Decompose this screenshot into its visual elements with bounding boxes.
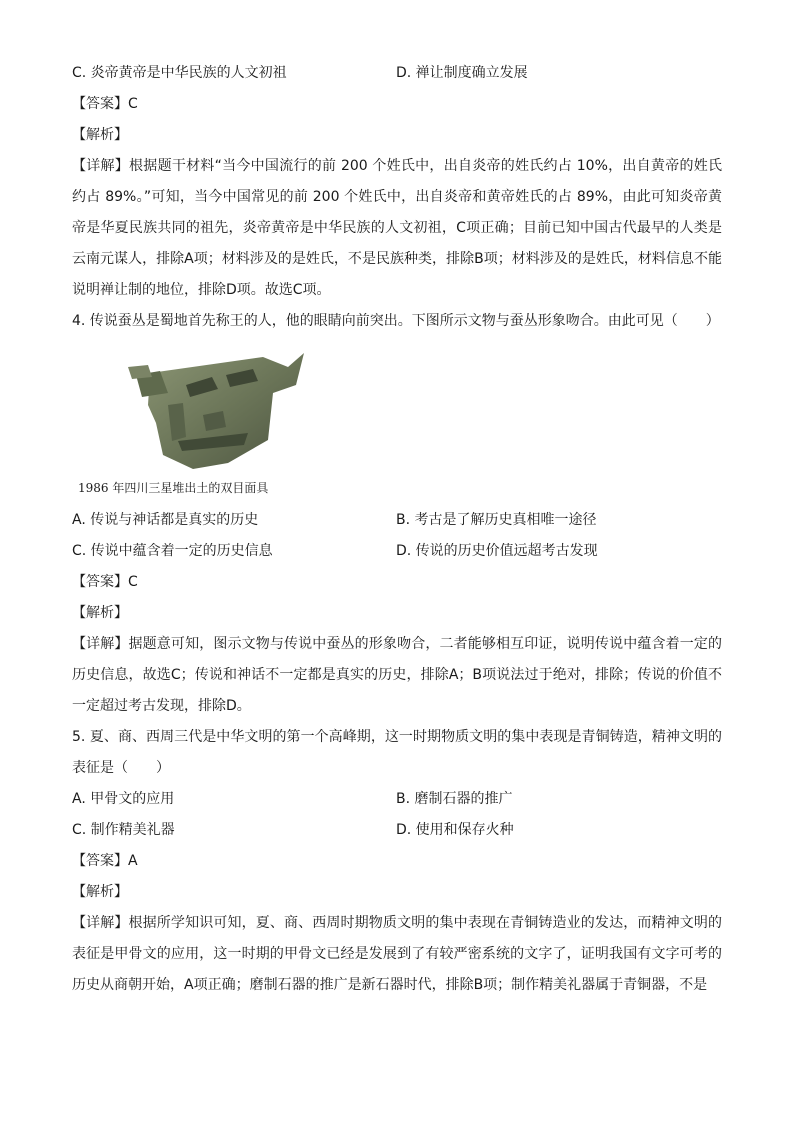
- q3-option-c: C. 炎帝黄帝是中华民族的人文初祖: [72, 65, 287, 81]
- q5-answer: 【答案】A: [72, 853, 138, 869]
- q3-answer: 【答案】C: [72, 96, 138, 112]
- q4-figure: [72, 337, 722, 505]
- q5-stem: 5. 夏、商、西周三代是中华文明的第一个高峰期，这一时期物质文明的集中表现是青铜铸造，精神文明的表征是（ ）: [72, 729, 722, 776]
- q4-options-row-2: [72, 536, 722, 567]
- q3-option-d: D. 禅让制度确立发展: [396, 65, 528, 81]
- bronze-mask-image: [108, 345, 308, 475]
- figure-caption: 1986 年四川三星堆出土的双目面具: [78, 481, 269, 495]
- q5-detail: 【详解】根据所学知识可知，夏、商、西周时期物质文明的集中表现在青铜铸造业的发达，而精神文明的表征是甲骨文的应用，这一时期的甲骨文已经是发展到了有较严密系统的文字了，证明我国有文字可考的历史从商朝开始，A项正确；磨制石器的推广是新石器时代，排除B项；制作精美礼器属于青铜器，不是: [72, 915, 722, 993]
- q5-option-b: B. 磨制石器的推广: [396, 791, 513, 807]
- q5-options-row-2: [72, 815, 722, 846]
- q4-option-c: C. 传说中蕴含着一定的历史信息: [72, 543, 273, 559]
- q4-detail: 【详解】据题意可知，图示文物与传说中蚕丛的形象吻合，二者能够相互印证，说明传说中蕴含着一定的历史信息，故选C；传说和神话不一定都是真实的历史，排除A；B项说法过于绝对，排除；传说的价值不一定超过考古发现，排除D。: [72, 636, 722, 714]
- q5-option-a: A. 甲骨文的应用: [72, 791, 175, 807]
- q4-option-d: D. 传说的历史价值远超考古发现: [396, 543, 598, 559]
- q4-analysis-heading: 【解析】: [72, 605, 128, 621]
- q4-option-b: B. 考古是了解历史真相唯一途径: [396, 512, 597, 528]
- document-page: [72, 58, 722, 1001]
- q4-answer: 【答案】C: [72, 574, 138, 590]
- q5-option-d: D. 使用和保存火种: [396, 822, 514, 838]
- q4-option-a: A. 传说与神话都是真实的历史: [72, 512, 259, 528]
- q4-stem: 4. 传说蚕丛是蜀地首先称王的人，他的眼睛向前突出。下图所示文物与蚕丛形象吻合。由此可见（ ）: [72, 313, 720, 329]
- q3-options-row: [72, 58, 722, 89]
- q3-analysis-heading: 【解析】: [72, 127, 128, 143]
- q5-option-c: C. 制作精美礼器: [72, 822, 175, 838]
- q4-options-row-1: [72, 505, 722, 536]
- q5-analysis-heading: 【解析】: [72, 884, 128, 900]
- q5-options-row-1: [72, 784, 722, 815]
- q3-detail: 【详解】根据题干材料“当今中国流行的前 200 个姓氏中，出自炎帝的姓氏约占 10%，出自黄帝的姓氏约占 89%。”可知，当今中国常见的前 200 个姓氏中，出自炎帝和黄帝姓氏的占 89%，由此可知炎帝黄帝是华夏民族共同的祖先，炎帝黄帝是中华民族的人文初祖，C项正确；目前已知中国古代最早的人类是云南元谋人，排除A项；材料涉及的是姓氏，不是民族种类，排除B项；材料涉及的是姓氏，材料信息不能说明禅让制的地位，排除D项。故选C项。: [72, 158, 722, 298]
